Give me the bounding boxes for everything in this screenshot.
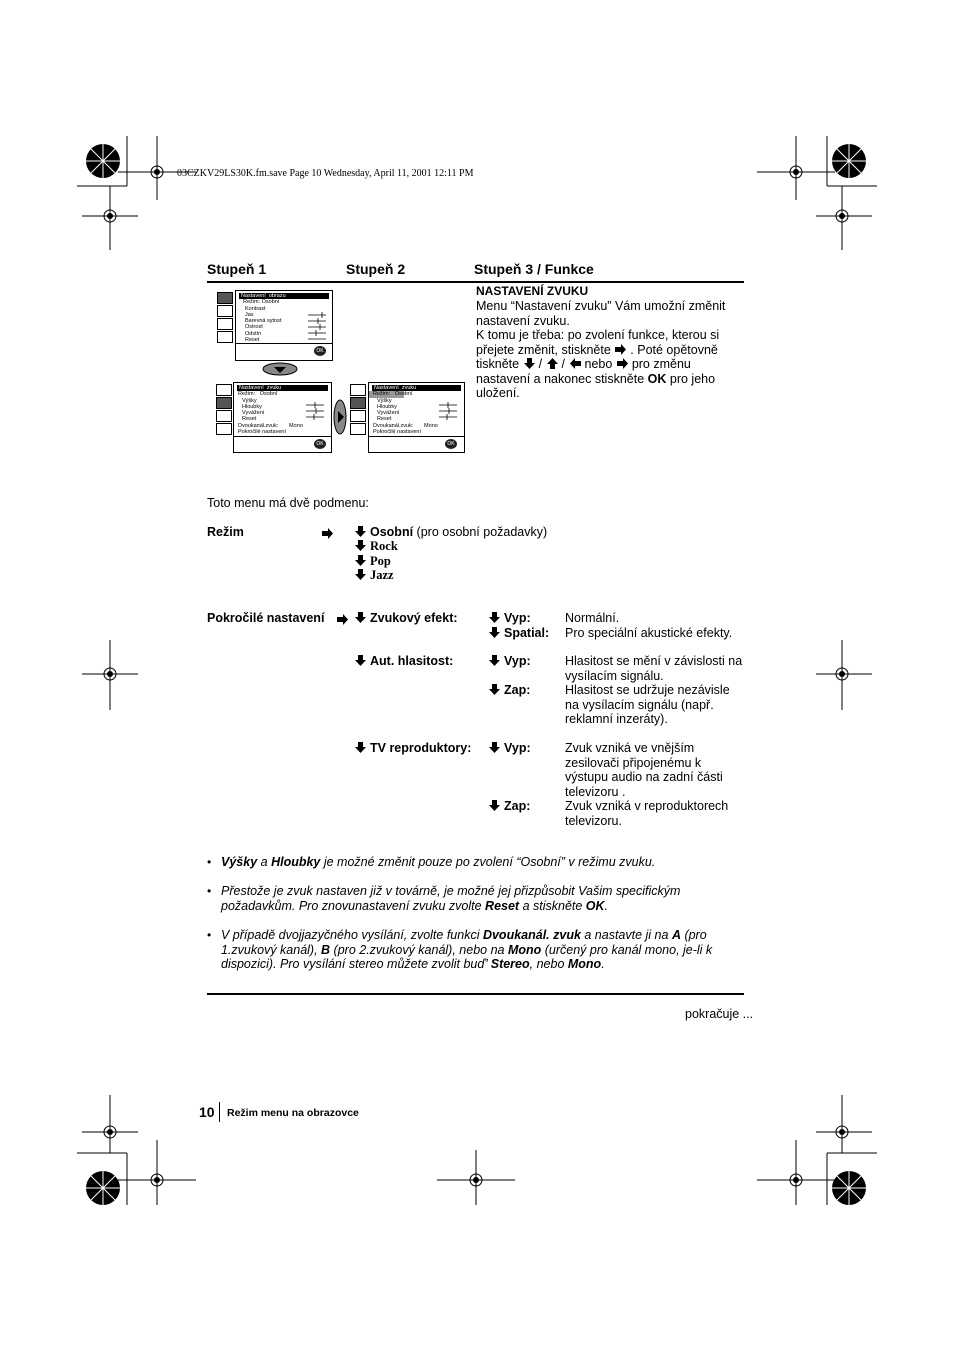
remote-right-icon [333,399,347,435]
step2-header: Stupeň 2 [346,261,406,277]
screen1-line: Kontrast [245,305,266,312]
screen2-line: Reset [242,416,257,423]
bottom-rule [207,993,744,995]
option-key: Zap: [488,799,530,814]
screen3-line: Dvoukanál.zvuk: Mono [373,422,438,429]
footer-divider [219,1102,220,1122]
ok-button-icon: OK [445,439,457,449]
section-title: NASTAVENÍ ZVUKU [476,284,589,298]
screen1-line: Jas [245,311,254,318]
screen3-line: Reset [377,416,392,423]
screen1-line: Reset [245,337,260,344]
sound-settings-description [476,284,744,401]
arrow-left-icon [569,358,582,369]
slider-marks [437,400,459,424]
note-2: • Přestože je zvuk nastaven již v továrně, je možné jej přizpůsobit Vašim specifickým požadavkům. Pro znovunastavení zvuku zvolte Reset a stiskněte OK. [207,884,681,913]
rezim-option: Pop [354,554,398,569]
toolbox-icon [217,331,233,343]
footer-title: Režim menu na obrazovce [227,1107,359,1119]
ok-button-icon: OK [314,439,326,449]
rezim-osobni: Osobní (pro osobní požadavky) [354,525,547,540]
arrow-down-icon [523,358,536,369]
rezim-option: Jazz [354,568,398,583]
arrow-down-icon [488,627,501,638]
option-desc: Zvuk vzniká ve vnějším zesilovači připojenému k výstupu audio na zadní části televizoru . [565,741,723,799]
step1-header: Stupeň 1 [207,261,267,277]
page-number: 10 [199,1104,215,1120]
screen-sound-menu [214,381,332,452]
header-rule [207,281,744,283]
group-auto-volume: Aut. hlasitost: [354,654,453,669]
slider-marks [306,309,328,343]
slider-marks [304,400,326,424]
screen2-line: Dvoukanál.zvuk: Mono [238,422,303,429]
option-key: Vyp: [488,654,531,669]
group-sound-effect: Zvukový efekt: [354,611,458,626]
note-3: • V případě dvojjazyčného vysílání, zvolte funkci Dvoukanál. zvuk a nastavte ji na A (pro 1.zvukový kanál), B (pro 2.zvukový kanál), nebo na Mono (určený pro kanál mono, je-li k dispozici). Pro vysílání stereo můžete zvolit buď’ Stereo, nebo Mono. [207,928,713,971]
option-desc: Hlasitost se udržuje nezávisle na vysílacím signálu (např. reklamní inzeráty). [565,683,730,726]
option-key: Spatial: [488,626,549,641]
screen3-line: Režim: Osobní [369,391,404,397]
picture-icon [216,384,232,396]
option-desc: Pro speciální akustické efekty. [565,626,733,640]
picture-icon [217,292,233,304]
arrow-down-icon [354,612,367,623]
arrow-down-icon [354,742,367,753]
option-desc: Normální. [565,611,620,625]
note-icon [216,397,232,409]
note-icon [217,305,233,317]
screen3-line: Pokročilé nastavení [373,429,421,436]
screen1-title: Nastavení obrazu [239,293,329,299]
screen2-line: Vyvážení [242,410,265,417]
continue-note: pokračuje ... [685,1007,754,1021]
clock-icon [350,410,366,422]
option-key: Vyp: [488,611,531,626]
arrow-down-icon [354,526,367,537]
rezim-label: Režim [207,525,244,539]
arrow-down-icon [488,742,501,753]
screen3-title: Nastavení zvuku [372,385,461,391]
toolbox-icon [350,423,366,435]
screen2-title: Nastavení zvuku [237,385,328,391]
arrow-down-icon [488,800,501,811]
arrow-down-icon [488,655,501,666]
screen1-line: Barevná sytost [245,318,282,325]
screen-picture-menu [215,289,332,360]
toolbox-icon [216,423,232,435]
step3-header: Stupeň 3 / Funkce [474,261,594,277]
print-header-line: 03CZKV29LS30K.fm.save Page 10 Wednesday, April 11, 2001 12:11 PM [177,168,474,179]
arrow-down-icon [354,540,367,551]
note-1: • Výšky a Hloubky je možné změnit pouze po zvolení “Osobní” v režimu zvuku. [207,855,656,869]
arrow-down-icon [354,569,367,580]
option-desc: Hlasitost se mění v závislosti na vysílacím signálu. [565,654,743,683]
screen2-line: Režim: Osobní [238,391,278,398]
section-paragraph-2: K tomu je třeba: po zvolení funkce, kterou si přejete změnit, stiskněte . Poté opětovně tiskněte / / nebo pro změnu nastavení a nakonec stiskněte OK pro jeho uložení. [476,328,720,400]
section-paragraph-1: Menu “Nastavení zvuku” Vám umožní změnit nastavení zvuku. [476,299,726,328]
remote-down-icon [262,362,298,376]
screen1-line: Ostrost [245,324,263,331]
screen2-line: Hloubky [242,403,262,410]
advanced-label: Pokročilé nastavení [207,611,325,625]
note-icon [350,397,366,409]
arrow-right-icon [614,344,627,355]
option-key: Zap: [488,683,530,698]
ok-button-icon: OK [314,346,326,356]
screen1-line: Režim: Osobní [243,299,280,306]
rezim-option: Rock [354,539,398,554]
rezim-options [354,539,398,583]
screen-sound-menu-selected [348,381,464,452]
arrow-up-icon [546,358,559,369]
arrow-right-icon [616,358,629,369]
arrow-down-icon [354,555,367,566]
picture-icon [350,384,366,396]
screen3-line: Hloubky [377,403,397,410]
screen2-line: Výšky [242,397,257,404]
screen3-line: Vyvážení [377,410,400,417]
submenu-intro: Toto menu má dvě podmenu: [207,496,369,510]
arrow-down-icon [488,684,501,695]
clock-icon [217,318,233,330]
arrow-down-icon [488,612,501,623]
option-desc: Zvuk vzniká v reproduktorech televizoru. [565,799,729,828]
clock-icon [216,410,232,422]
screen1-line: Odstín [245,330,262,337]
screen2-line: Pokročilé nastavení [238,429,286,436]
arrow-down-icon [354,655,367,666]
screen3-line: Výšky [377,397,392,404]
arrow-right-icon [321,528,334,539]
arrow-right-icon [336,614,349,625]
group-tv-speakers: TV reproduktory: [354,741,471,756]
option-key: Vyp: [488,741,531,756]
